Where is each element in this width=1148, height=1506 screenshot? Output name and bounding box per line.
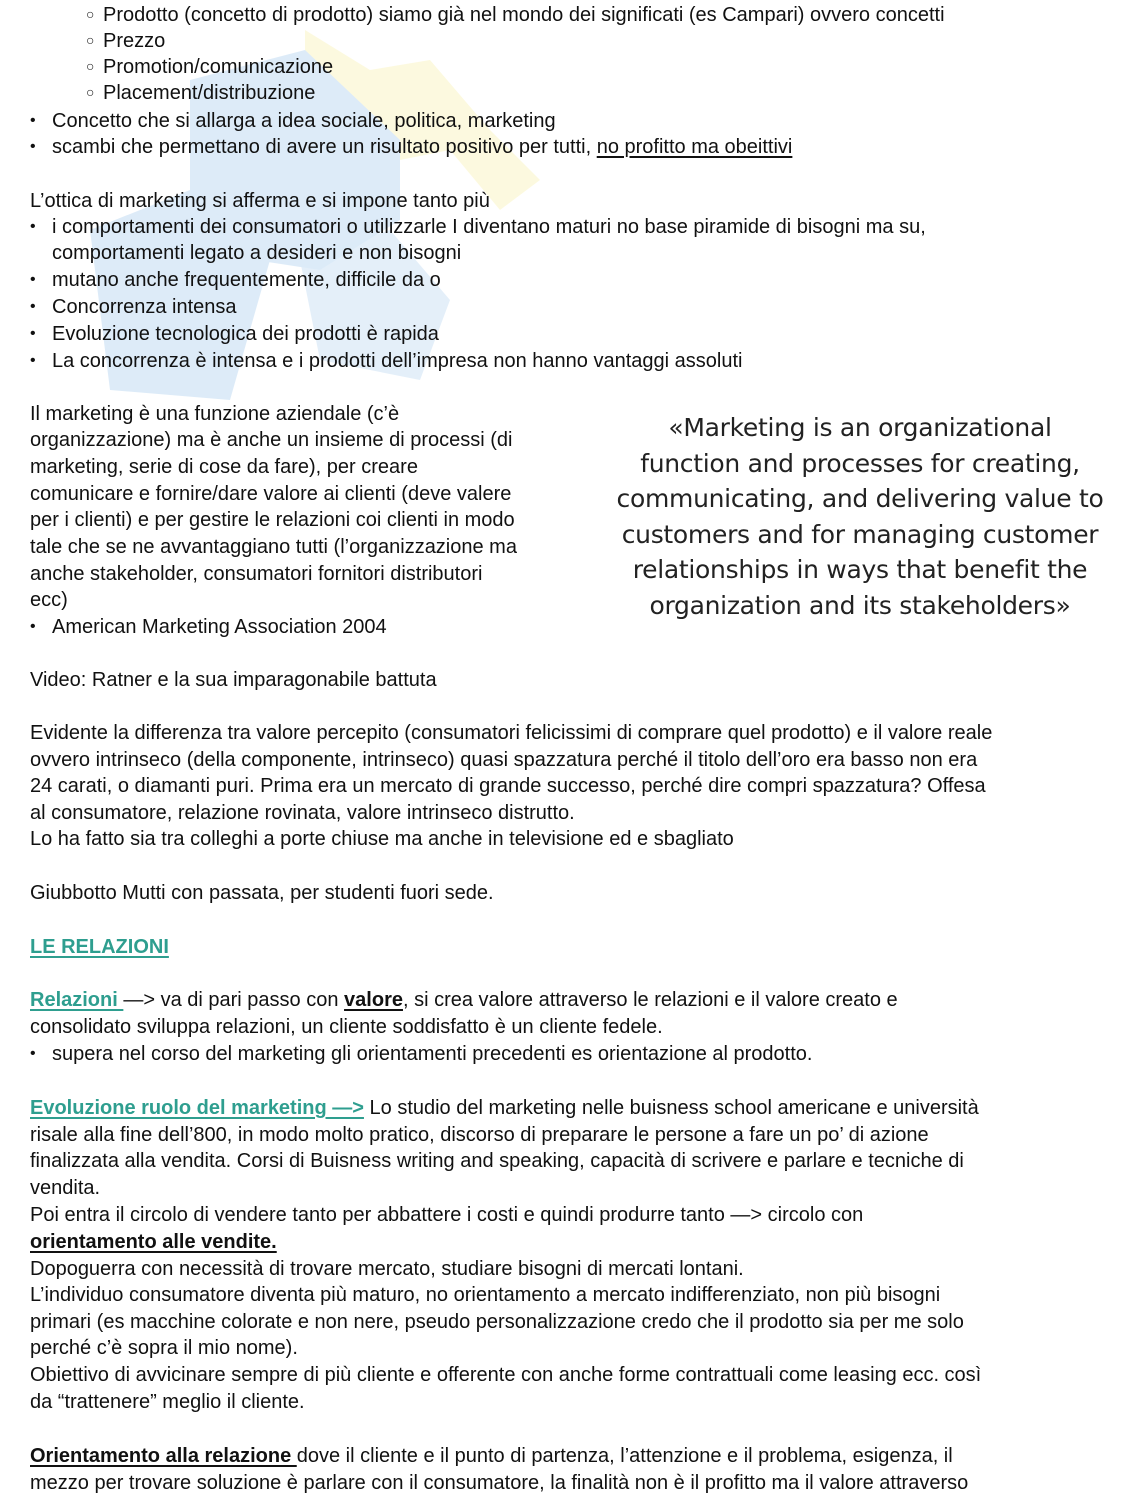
paragraph-line: Dopoguerra con necessità di trovare mercato, studiare bisogni di mercati lontani. — [30, 1258, 744, 1280]
bullet-item: • Concorrenza intensa — [52, 294, 237, 320]
orientamento-relazione-line: Orientamento alla relazione dove il cliente e il punto di partenza, l’attenzione e il problema, esigenza, il — [30, 1445, 953, 1467]
evoluzione-line: Evoluzione ruolo del marketing —> Lo studio del marketing nelle buisness school americane e università — [30, 1097, 979, 1119]
ama-quote — [600, 410, 1120, 624]
paragraph-line: vendita. — [30, 1177, 101, 1199]
bullet-item: • supera nel corso del marketing gli orientamenti precedenti es orientazione al prodotto. — [52, 1041, 812, 1067]
definition-line: organizzazione) ma è anche un insieme di processi (di — [30, 429, 513, 451]
paragraph-line: da “trattenere” meglio il cliente. — [30, 1391, 305, 1413]
paragraph-line: mezzo per trovare soluzione è parlare con il consumatore, la finalità non è il profitto ma il valore attraverso — [30, 1472, 969, 1494]
sub-item: ○ Prezzo — [86, 28, 165, 54]
paragraph-line: consolidato sviluppa relazioni, un cliente soddisfatto è un cliente fedele. — [30, 1016, 663, 1038]
bullet-continuation: comportamenti legato a desideri e non bisogni — [52, 242, 462, 264]
definition-line: anche stakeholder, consumatori fornitori distributori — [30, 563, 483, 585]
paragraph-line: al consumatore, relazione rovinata, valore intrinseco distrutto. — [30, 802, 575, 824]
section-heading-relazioni: LE RELAZIONI — [30, 936, 169, 958]
paragraph-line: Lo ha fatto sia tra colleghi a porte chiuse ma anche in televisione ed e sbagliato — [30, 828, 734, 850]
paragraph-line: L’individuo consumatore diventa più maturo, no orientamento a mercato indifferenziato, non più bisogni — [30, 1284, 941, 1306]
definition-line: ecc) — [30, 589, 68, 611]
sub-item: ○ Placement/distribuzione — [86, 80, 315, 106]
quote-line: customers and for managing customer — [621, 519, 1099, 549]
bullet-item: • i comportamenti dei consumatori o utilizzarle I diventano maturi no base piramide di bisogni ma su, — [52, 214, 926, 240]
paragraph-line: L’ottica di marketing si afferma e si impone tanto più — [30, 190, 490, 212]
definition-line: per i clienti) e per gestire le relazioni coi clienti in modo — [30, 509, 515, 531]
sub-item: ○ Prodotto (concetto di prodotto) siamo già nel mondo dei significati (es Campari) ovvero concetti — [86, 2, 945, 28]
relazioni-line: Relazioni —> va di pari passo con valore, si crea valore attraverso le relazioni e il valore creato e — [30, 989, 898, 1011]
definition-line: tale che se ne avvantaggiano tutti (l’organizzazione ma — [30, 536, 517, 558]
quote-line: organization and its stakeholders» — [649, 590, 1071, 620]
quote-line: communicating, and delivering value to — [616, 484, 1104, 514]
bullet-item: • scambi che permettano di avere un risultato positivo per tutti, no profitto ma obeittivi — [52, 134, 792, 160]
definition-line: marketing, serie di cose da fare), per creare — [30, 456, 418, 478]
paragraph-line: risale alla fine dell’800, in modo molto pratico, discorso di preparare le persone a fare un po’ di azione — [30, 1124, 929, 1146]
paragraph-line: Poi entra il circolo di vendere tanto per abbattere i costi e quindi produrre tanto —> circolo con — [30, 1204, 864, 1226]
definition-line: Il marketing è una funzione aziendale (c’è — [30, 403, 400, 425]
bullet-item: • Concetto che si allarga a idea sociale, politica, marketing — [52, 108, 556, 134]
quote-line: relationships in ways that benefit the — [632, 555, 1088, 585]
bullet-item: • Evoluzione tecnologica dei prodotti è rapida — [52, 321, 439, 347]
sub-item: ○ Promotion/comunicazione — [86, 54, 333, 80]
quote-line: function and processes for creating, — [640, 448, 1080, 478]
bullet-item: • La concorrenza è intensa e i prodotti dell’impresa non hanno vantaggi assoluti — [52, 348, 742, 374]
paragraph-line: Obiettivo di avvicinare sempre di più cliente e offerente con anche forme contrattuali come leasing ecc. così — [30, 1364, 982, 1386]
paragraph-line: finalizzata alla vendita. Corsi di Buisness writing and speaking, capacità di scrivere e parlare e tecniche di — [30, 1150, 964, 1172]
paragraph-line: primari (es macchine colorate e non nere, pseudo personalizzazione credo che il prodotto sia per me solo — [30, 1311, 964, 1333]
definition-line: comunicare e fornire/dare valore ai clienti (deve valere — [30, 483, 512, 505]
video-line: Video: Ratner e la sua imparagonabile battuta — [30, 669, 437, 691]
bullet-item: • mutano anche frequentemente, difficile da o — [52, 267, 441, 293]
paragraph-line: Evidente la differenza tra valore percepito (consumatori felicissimi di comprare quel prodotto) e il valore reale — [30, 722, 993, 744]
paragraph-line: ovvero intrinseco (della componente, intrinseco) quasi spazzatura perché il titolo dell’oro era basso non era — [30, 749, 978, 771]
bullet-item: • American Marketing Association 2004 — [52, 614, 387, 640]
orientamento-vendite: orientamento alle vendite. — [30, 1231, 277, 1253]
paragraph-line: perché c’è sopra il mio nome). — [30, 1337, 298, 1359]
paragraph-line: Giubbotto Mutti con passata, per studenti fuori sede. — [30, 882, 494, 904]
paragraph-line: 24 carati, o diamanti puri. Prima era un mercato di grande successo, perché dire compri spazzatura? Offesa — [30, 775, 986, 797]
quote-line: «Marketing is an organizational — [668, 413, 1052, 442]
